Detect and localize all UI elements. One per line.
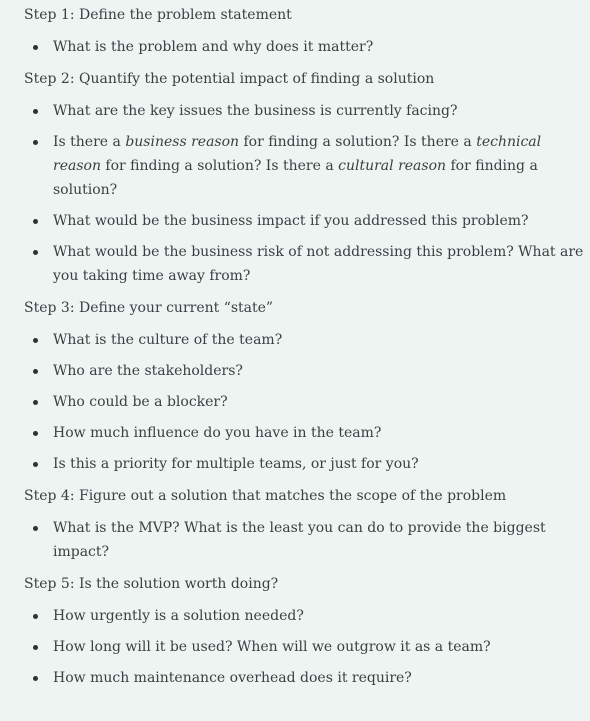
step-heading: Step 2: Quantify the potential impact of finding a solution [24,71,435,87]
emphasized-text: technical reason [53,134,542,174]
list-item-text: How much influence do you have in the team? [53,425,382,441]
list-item-text: How long will it be used? When will we outgrow it as a team? [53,639,491,655]
list-item-text: Who are the stakeholders? [53,363,243,379]
step-section-3 [24,296,590,476]
step-section-2 [24,67,590,288]
step-heading: Step 1: Define the problem statement [24,7,292,23]
list-item [24,604,590,628]
list-item [24,240,590,288]
list-item [24,130,590,202]
list-item-text: for finding a solution? Is there a [239,134,477,150]
list-item-text: What would be the business impact if you addressed this problem? [53,213,529,229]
bullet-list [24,516,590,564]
list-item [24,635,590,659]
list-item [24,209,590,233]
step-heading: Step 5: Is the solution worth doing? [24,576,279,592]
list-item [24,421,590,445]
list-item-text: What is the problem and why does it matter? [53,39,374,55]
bullet-list [24,328,590,476]
list-item [24,99,590,123]
list-item [24,666,590,690]
list-item-text: Is this a priority for multiple teams, or just for you? [53,456,419,472]
list-item-text: How much maintenance overhead does it require? [53,670,412,686]
list-item [24,359,590,383]
list-item [24,328,590,352]
step-section-4 [24,484,590,564]
list-item-text: for finding a solution? [53,158,538,198]
step-section-5 [24,572,590,690]
list-item-text: Who could be a blocker? [53,394,228,410]
bullet-list [24,35,590,59]
step-heading: Step 3: Define your current “state” [24,300,274,316]
list-item [24,35,590,59]
step-section-1 [24,3,590,59]
list-item [24,516,590,564]
list-item-text: What are the key issues the business is currently facing? [53,103,458,119]
emphasized-text: cultural reason [338,158,447,174]
list-item-text: Is there a [53,134,126,150]
step-heading: Step 4: Figure out a solution that matches the scope of the problem [24,488,507,504]
list-item-text: What would be the business risk of not addressing this problem? What are you taking time away from? [53,244,584,284]
list-item [24,390,590,414]
bullet-list [24,604,590,690]
list-item-text: What is the culture of the team? [53,332,283,348]
list-item-text: What is the MVP? What is the least you can do to provide the biggest impact? [53,520,546,560]
bullet-list [24,99,590,288]
list-item-text: for finding a solution? Is there a [100,158,339,174]
emphasized-text: business reason [125,134,240,150]
list-item-text: How urgently is a solution needed? [53,608,304,624]
list-item [24,452,590,476]
